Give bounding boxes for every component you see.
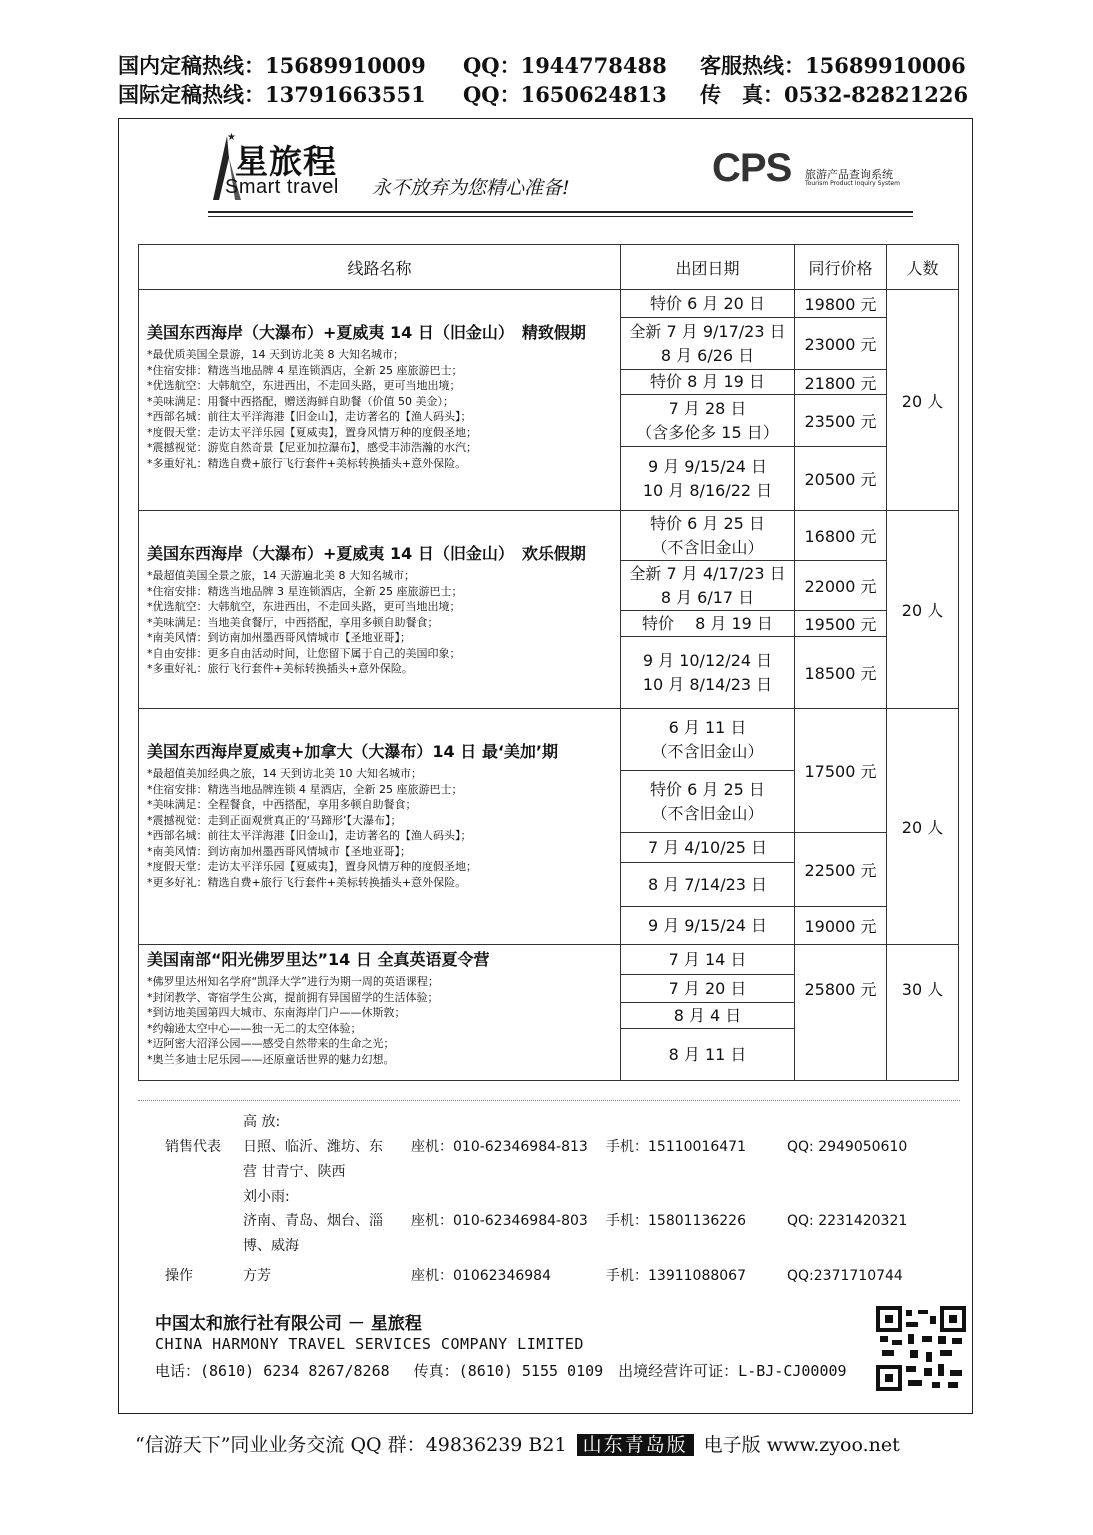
- date-cell: [621, 1029, 795, 1081]
- header-rule: [208, 211, 913, 213]
- price-cell: 21800 元: [795, 370, 887, 395]
- date-cell: [621, 637, 795, 709]
- cps-english: Tourism Product Inquiry System: [805, 180, 900, 187]
- route-cell: [139, 945, 621, 1081]
- pax-cell: 20 人: [887, 709, 959, 945]
- route-item: *震撼视觉：游览自然奇景【尼亚加拉瀑布】，感受丰沛浩瀚的水汽；: [147, 441, 477, 454]
- route-item: *迈阿密大沼泽公园——感受自然带来的生命之光；: [147, 1037, 395, 1050]
- pax-cell: 30 人: [887, 945, 959, 1081]
- cps-subtitle: 旅游产品查询系统: [805, 168, 893, 181]
- date-cell: [621, 561, 795, 611]
- header-date: 出团日期: [621, 245, 795, 290]
- company-contact: 电话：(8610) 6234 8267/8268 传真：(8610) 5155 0109 出境经营许可证：L-BJ-CJ00009: [155, 1362, 847, 1380]
- route-item: *住宿安排：精选当地品牌 3 星连锁酒店，全新 25 座旅游巴士；: [147, 584, 463, 598]
- price-cell: 19000 元: [795, 907, 887, 945]
- route-item: *度假天堂：走访太平洋乐园【夏威夷】，置身风情万种的度假圣地；: [147, 425, 477, 439]
- rep2-area-cont: 博、威海: [243, 1238, 299, 1254]
- route-item: *自由安排：更多自由活动时间，让您留下属于自己的美国印象；: [147, 646, 461, 660]
- rep2-phone: 座机：010-62346984-803: [411, 1213, 588, 1229]
- date-text: 8 月 6/17 日: [660, 587, 755, 607]
- date-text: 9 月 9/15/24 日: [647, 456, 768, 476]
- price-cell: 23500 元: [795, 395, 887, 447]
- rep2-area: 济南、青岛、烟台、淄: [243, 1213, 383, 1229]
- domestic-qq: QQ：1944778488: [463, 53, 667, 78]
- date-cell: [621, 318, 795, 370]
- price-cell: 18500 元: [795, 637, 887, 709]
- company-name-cn: 中国太和旅行社有限公司 － 星旅程: [155, 1314, 422, 1334]
- op-name: 方芳: [243, 1268, 271, 1284]
- route-cell: [139, 290, 621, 511]
- date-text: 9 月 10/12/24 日: [642, 650, 773, 670]
- header-route: 线路名称: [139, 245, 621, 290]
- price-cell: 22500 元: [795, 833, 887, 907]
- footer: [135, 1430, 900, 1457]
- price-cell: 22000 元: [795, 561, 887, 611]
- route-item: *封闭教学、寄宿学生公寓，提前拥有异国留学的生活体验；: [147, 990, 439, 1004]
- rep1-mobile: 手机：15110016471: [606, 1139, 746, 1155]
- date-cell: [621, 975, 795, 1003]
- date-text: 8 月 6/26 日: [660, 345, 755, 365]
- price-cell: 19800 元: [795, 290, 887, 318]
- route-cell: [139, 511, 621, 709]
- price-cell: 23000 元: [795, 318, 887, 370]
- route-item: *住宿安排：精选当地品牌连锁 4 星酒店，全新 25 座旅游巴士；: [147, 782, 463, 796]
- date-text: 特价 6 月 25 日: [650, 513, 765, 533]
- logo-cn: 星旅程: [235, 142, 337, 181]
- route-item: *佛罗里达州知名学府“凯泽大学”进行为期一周的英语课程；: [147, 975, 439, 988]
- footer-page: B21: [528, 1434, 567, 1456]
- date-text: 7 月 14 日: [668, 949, 747, 969]
- footer-edition: 山东青岛版: [577, 1434, 694, 1456]
- date-cell: [621, 1003, 795, 1029]
- route-item: *优选航空：大韩航空，东进西出，不走回头路，更可当地出境；: [147, 600, 461, 613]
- route-item: *西部名城：前往太平洋海港【旧金山】，走访著名的【渔人码头】；: [147, 829, 472, 842]
- rep1-area: 日照、临沂、潍坊、东: [243, 1139, 383, 1155]
- date-text: 特价 8 月 19 日: [642, 613, 773, 633]
- rep-label: 销售代表: [165, 1139, 221, 1155]
- date-text: 10 月 8/16/22 日: [642, 480, 773, 500]
- intl-qq: QQ：1650624813: [463, 82, 667, 107]
- route-item: *更多好礼：精选自费+旅行飞行套件+美标转换插头+意外保险。: [147, 875, 467, 889]
- svg-text:★: ★: [227, 132, 236, 143]
- date-cell: [621, 611, 795, 637]
- date-text: 10 月 8/14/23 日: [642, 674, 773, 694]
- route-item: *美味满足：全程餐食，中西搭配，享用多顿自助餐食；: [147, 798, 417, 811]
- price-cell: 17500 元: [795, 709, 887, 833]
- logo-en: Smart travel: [225, 176, 339, 198]
- price-cell: 16800 元: [795, 511, 887, 561]
- brand-logo: [205, 128, 365, 208]
- date-cell: [621, 511, 795, 561]
- route-item: *美味满足：用餐中西搭配，赠送海鲜自助餐（价值 50 美金）；: [147, 394, 454, 408]
- route-title: 美国东西海岸（大瀑布）+夏威夷 14 日（旧金山） 欢乐假期: [147, 544, 586, 563]
- date-cell: [621, 945, 795, 975]
- route-title: 美国东西海岸夏威夷+加拿大（大瀑布）14 日 最‘美加’期: [147, 742, 558, 761]
- op-label: 操作: [165, 1268, 193, 1284]
- rep2-qq: QQ: 2231420321: [787, 1213, 908, 1229]
- slogan: 永不放弃为您精心准备!: [372, 177, 570, 199]
- route-item: *约翰逊太空中心——独一无二的太空体验；: [147, 1021, 362, 1035]
- date-cell: [621, 709, 795, 771]
- op-mobile: 手机：13911088067: [606, 1268, 746, 1284]
- header-pax: 人数: [887, 245, 959, 290]
- date-text: 8 月 4 日: [673, 1005, 742, 1025]
- date-cell: [621, 447, 795, 511]
- rep2-mobile: 手机：15801136226: [606, 1213, 746, 1229]
- route-item: *多重好礼：旅行飞行套件+美标转换插头+意外保险。: [147, 662, 413, 675]
- route-item: *南美风情：到访南加州墨西哥风情城市【圣地亚哥】；: [147, 844, 411, 858]
- date-text: 7 月 28 日: [668, 398, 747, 418]
- op-phone: 座机：01062346984: [411, 1268, 551, 1284]
- date-cell: [621, 833, 795, 863]
- dotted-divider: [138, 1100, 960, 1101]
- route-item: *震撼视觉：走到正面观赏真正的‘马蹄形’【大瀑布】；: [147, 813, 402, 827]
- price-cell: 20500 元: [795, 447, 887, 511]
- route-item: *最超值美加经典之旅，14 天到访北美 10 大知名城市；: [147, 767, 422, 780]
- date-text: 特价 6 月 20 日: [650, 293, 765, 313]
- route-item: *奥兰多迪士尼乐园——还原童话世界的魅力幻想。: [147, 1052, 395, 1066]
- intl-hotline: 国际定稿热线：13791663551: [118, 82, 426, 107]
- table-row: [139, 945, 959, 975]
- price-cell: 25800 元: [795, 945, 887, 1081]
- header-price: 同行价格: [795, 245, 887, 290]
- date-text: 全新 7 月 9/17/23 日: [629, 321, 786, 341]
- date-text: 6 月 11 日: [668, 717, 747, 737]
- qr-code-icon: [876, 1306, 966, 1391]
- rep1-phone: 座机：010-62346984-813: [411, 1139, 588, 1155]
- route-title: 美国南部“阳光佛罗里达”14 日 全真英语夏令营: [147, 950, 490, 969]
- rep2-name: 刘小雨:: [243, 1189, 290, 1205]
- route-item: *多重好礼：精选自费+旅行飞行套件+美标转换插头+意外保险。: [147, 456, 467, 470]
- company-name-en: CHINA HARMONY TRAVEL SERVICES COMPANY LIMITED: [155, 1335, 584, 1353]
- date-text: 特价 6 月 25 日: [650, 779, 765, 799]
- date-text: 8 月 11 日: [668, 1044, 747, 1064]
- rep1-name: 高 放:: [243, 1114, 281, 1130]
- table-row: [139, 511, 959, 561]
- route-item: *最超值美国全景之旅，14 天游遍北美 8 大知名城市；: [147, 569, 415, 582]
- date-cell: [621, 771, 795, 833]
- footer-group: “信游天下”同业业务交流 QQ 群：49836239: [135, 1434, 523, 1456]
- route-item: *度假天堂：走访太平洋乐园【夏威夷】，置身风情万种的度假圣地；: [147, 860, 477, 873]
- route-item: *西部名城：前往太平洋海港【旧金山】，走访著名的【渔人码头】；: [147, 410, 472, 423]
- date-text: 全新 7 月 4/17/23 日: [629, 563, 786, 583]
- date-cell: [621, 290, 795, 318]
- date-cell: [621, 370, 795, 395]
- fax-line: 传 真：0532-82821226: [700, 82, 969, 107]
- date-text: （不含旧金山）: [651, 741, 764, 761]
- date-text: （不含旧金山）: [651, 803, 764, 823]
- rep1-area-cont: 营 甘青宁、陕西: [243, 1164, 346, 1180]
- table-row: [139, 290, 959, 318]
- date-text: （含多伦多 15 日）: [636, 422, 779, 442]
- date-cell: [621, 395, 795, 447]
- date-cell: [621, 863, 795, 907]
- date-text: （不含旧金山）: [651, 537, 764, 557]
- route-title: 美国东西海岸（大瀑布）+夏威夷 14 日（旧金山） 精致假期: [147, 323, 586, 342]
- rep1-qq: QQ: 2949050610: [787, 1139, 908, 1155]
- route-item: *最优质美国全景游，14 天到访北美 8 大知名城市；: [147, 348, 404, 361]
- route-table: [138, 244, 959, 1081]
- price-cell: 19500 元: [795, 611, 887, 637]
- route-item: *到访地美国第四大城市、东南海岸门户——休斯敦；: [147, 1006, 406, 1019]
- pax-cell: 20 人: [887, 290, 959, 511]
- domestic-hotline: 国内定稿热线：15689910009: [118, 53, 426, 78]
- route-item: *美味满足：当地美食餐厅，中西搭配，享用多顿自助餐食；: [147, 615, 439, 629]
- header-rule-thin: [208, 216, 913, 217]
- route-item: *住宿安排：精选当地品牌 4 星连锁酒店，全新 25 座旅游巴士；: [147, 363, 463, 377]
- footer-site[interactable]: 电子版 www.zyoo.net: [703, 1434, 900, 1456]
- service-hotline: 客服热线：15689910006: [700, 53, 966, 78]
- date-text: 7 月 20 日: [668, 978, 747, 998]
- date-text: 9 月 9/15/24 日: [647, 915, 768, 935]
- op-qq: QQ:2371710744: [787, 1268, 903, 1284]
- route-item: *优选航空：大韩航空，东进西出，不走回头路，更可当地出境；: [147, 379, 461, 392]
- hotlines: [118, 50, 968, 108]
- date-text: 7 月 4/10/25 日: [647, 837, 768, 857]
- date-cell: [621, 907, 795, 945]
- route-item: *南美风情：到访南加州墨西哥风情城市【圣地亚哥】；: [147, 631, 411, 644]
- cps-logo: CPS: [712, 146, 792, 190]
- table-header-row: [139, 245, 959, 290]
- table-row: [139, 709, 959, 771]
- pax-cell: 20 人: [887, 511, 959, 709]
- date-text: 8 月 7/14/23 日: [647, 874, 768, 894]
- date-text: 特价 8 月 19 日: [650, 372, 765, 391]
- route-cell: [139, 709, 621, 945]
